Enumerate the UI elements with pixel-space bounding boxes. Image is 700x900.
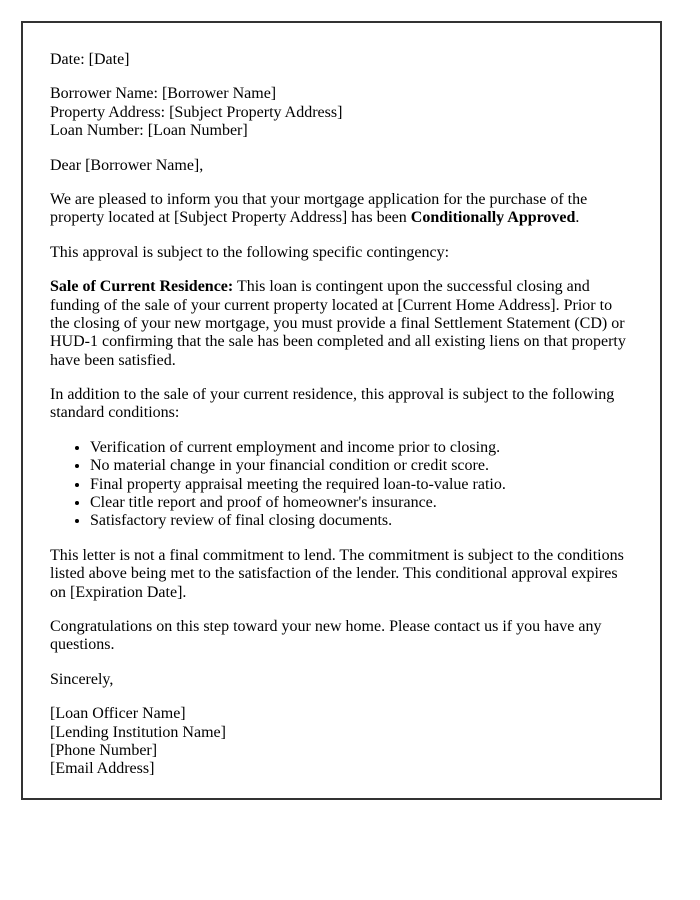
intro-bold-status: Conditionally Approved bbox=[410, 209, 576, 227]
conditions-list bbox=[50, 439, 633, 531]
letter-document bbox=[21, 21, 662, 800]
recipient-borrower-name: Borrower Name: [Borrower Name] bbox=[50, 85, 277, 103]
commitment-paragraph: This letter is not a final commitment to lend. The commitment is subject to the conditions listed above being met to the satisfaction of the lender. This conditional approval expires on [Expiration Date]. bbox=[50, 546, 624, 601]
signature-loan-officer: [Loan Officer Name] bbox=[50, 705, 186, 723]
intro-text: We are pleased to inform you that your mortgage application for the purchase of the property located at [Subject Property Address] has been bbox=[50, 190, 588, 227]
conditions-intro: In addition to the sale of your current residence, this approval is subject to the following standard conditions: bbox=[50, 386, 615, 422]
condition-item: • Satisfactory review of final closing documents. bbox=[90, 512, 633, 530]
signature-phone: [Phone Number] bbox=[50, 741, 158, 759]
recipient-loan-number: Loan Number: [Loan Number] bbox=[50, 122, 248, 140]
closing: Sincerely, bbox=[50, 670, 114, 688]
signature-institution: [Lending Institution Name] bbox=[50, 723, 226, 741]
condition-item: • Final property appraisal meeting the required loan-to-value ratio. bbox=[90, 476, 633, 494]
sale-contingency-heading: Sale of Current Residence: bbox=[50, 278, 234, 296]
signature-email: [Email Address] bbox=[50, 760, 155, 778]
condition-item: • Verification of current employment and income prior to closing. bbox=[90, 439, 633, 457]
condition-item: • Clear title report and proof of homeowner's insurance. bbox=[90, 494, 633, 512]
salutation: Dear [Borrower Name], bbox=[50, 156, 204, 174]
condition-item: • No material change in your financial condition or credit score. bbox=[90, 457, 633, 475]
sale-contingency-body: This loan is contingent upon the successful closing and funding of the sale of your current property located at [Current Home Address]. Prior to the closing of your new mortgage, you must provide a final Settlement Statement (CD) or HUD-1 confirming that the sale has been completed and all existing liens on that property have been satisfied. bbox=[50, 278, 626, 369]
contingency-intro: This approval is subject to the following specific contingency: bbox=[50, 243, 450, 261]
date-line: Date: [Date] bbox=[50, 51, 130, 68]
intro-period: . bbox=[575, 209, 580, 227]
signature-block bbox=[50, 705, 633, 779]
congratulations-paragraph: Congratulations on this step toward your new home. Please contact us if you have any questions. bbox=[50, 617, 602, 654]
recipient-property-address: Property Address: [Subject Property Address] bbox=[50, 103, 343, 121]
recipient-block bbox=[50, 85, 633, 140]
intro-paragraph bbox=[50, 191, 633, 228]
sale-contingency-paragraph bbox=[50, 278, 633, 370]
